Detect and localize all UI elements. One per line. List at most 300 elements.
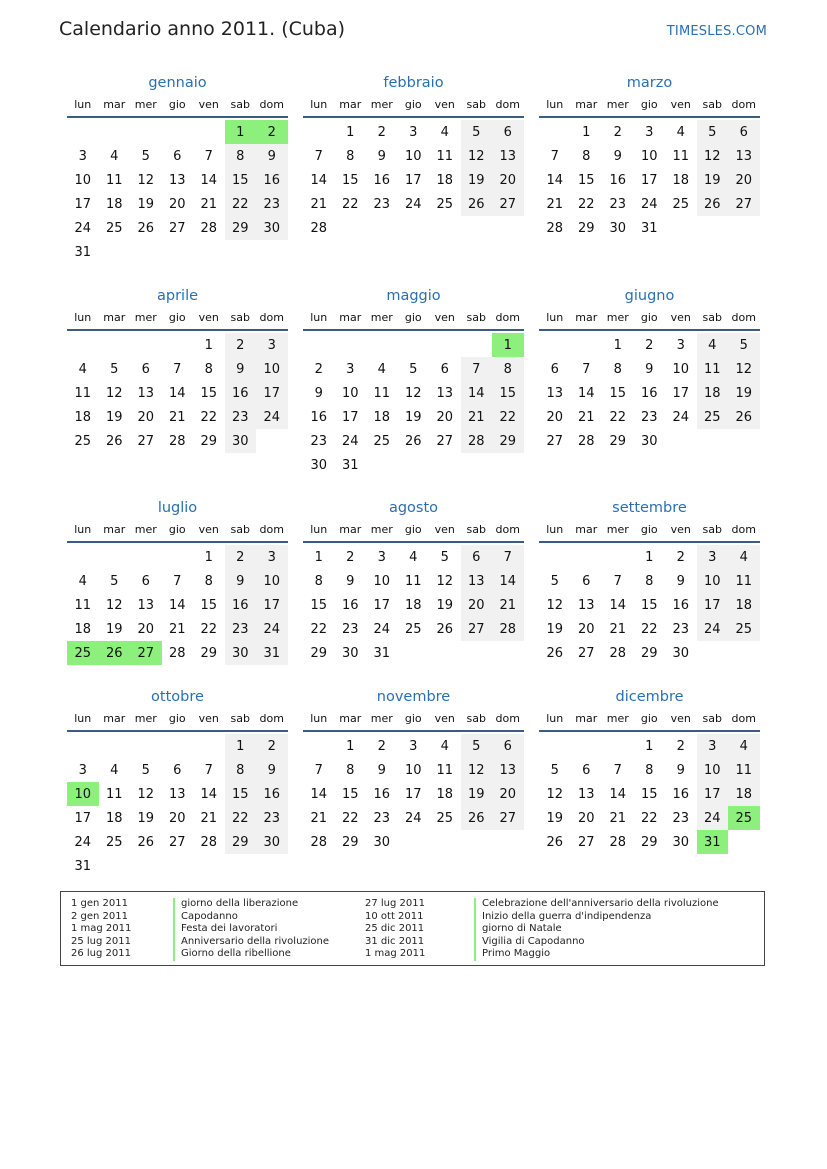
empty-cell [130,734,162,758]
day-cell: 25 [105,220,123,236]
weekday-label: mer [606,311,629,324]
day-cell: 11 [728,758,760,782]
weekday-label: sab [466,311,486,324]
day-cell: 21 [310,810,328,826]
day-cell: 15 [200,597,218,613]
day-cell: 2 [314,361,323,377]
day-cell: 26 [404,433,422,449]
weekday-label: mar [575,712,598,725]
day-cell: 10 [672,361,690,377]
day-cell: 2 [346,549,355,565]
day-cell: 4 [110,762,119,778]
empty-cell [162,120,194,144]
month-maggio [303,285,524,477]
day-cell: 6 [461,545,493,569]
empty-cell [571,734,603,758]
day-cell: 12 [404,385,422,401]
day-cell: 22 [225,806,257,830]
day-cell: 1 [204,337,213,353]
empty-cell [162,545,194,569]
weekday-label: dom [495,98,520,111]
holiday-date: 25 dic 2011 [365,923,425,934]
day-cell: 6 [141,573,150,589]
day-cell: 29 [200,645,218,661]
holiday-day-cell: 25 [728,806,760,830]
day-cell: 17 [404,786,422,802]
day-cell: 25 [728,617,760,641]
day-cell: 31 [74,244,92,260]
day-cell: 13 [577,786,595,802]
month-name: aprile [156,288,199,304]
day-cell: 17 [697,782,729,806]
weekday-label: mer [606,98,629,111]
day-cell: 4 [697,333,729,357]
day-cell: 9 [256,144,288,168]
day-cell: 26 [546,834,564,850]
day-cell: 15 [310,597,328,613]
weekday-label: ven [434,712,455,725]
day-cell: 7 [613,762,622,778]
day-cell: 8 [645,762,654,778]
day-cell: 11 [74,385,92,401]
day-cell: 10 [404,148,422,164]
day-cell: 20 [137,409,155,425]
day-cell: 21 [609,621,627,637]
day-cell: 8 [204,573,213,589]
weekday-label: sab [230,311,250,324]
day-cell: 11 [728,569,760,593]
day-cell: 1 [645,549,654,565]
day-cell: 15 [609,385,627,401]
day-cell: 4 [440,124,449,140]
day-cell: 8 [225,144,257,168]
day-cell: 20 [577,621,595,637]
day-cell: 2 [676,549,685,565]
empty-cell [162,333,194,357]
day-cell: 28 [609,834,627,850]
holiday-name: Giorno della ribellione [173,948,329,961]
day-cell: 26 [461,192,493,216]
day-cell: 27 [461,617,493,641]
weekday-label: mer [370,311,393,324]
day-cell: 13 [546,385,564,401]
weekday-label: lun [310,311,328,324]
weekday-header [67,519,288,543]
empty-cell [398,333,430,357]
weekday-label: mar [339,98,362,111]
day-cell: 26 [728,405,760,429]
day-cell: 19 [436,597,454,613]
day-grid [539,120,760,240]
day-cell: 10 [640,148,658,164]
day-cell: 25 [436,196,454,212]
weekday-header [303,94,524,118]
holiday-date: 26 lug 2011 [71,948,131,959]
day-cell: 4 [78,573,87,589]
day-cell: 5 [461,120,493,144]
day-cell: 20 [577,810,595,826]
day-cell: 15 [577,172,595,188]
weekday-label: mer [370,712,393,725]
day-cell: 22 [310,621,328,637]
day-cell: 2 [225,545,257,569]
site-link[interactable]: TIMESLES.COM [666,24,767,39]
day-cell: 10 [256,569,288,593]
month-giugno [539,285,760,453]
weekday-header [539,708,760,732]
day-cell: 3 [697,734,729,758]
day-cell: 12 [546,597,564,613]
day-cell: 18 [436,786,454,802]
day-cell: 14 [200,786,218,802]
month-luglio [67,497,288,665]
holiday-date: 27 lug 2011 [365,898,425,909]
holiday-dates-column [71,898,131,961]
day-cell: 28 [168,433,186,449]
day-cell: 24 [697,806,729,830]
day-cell: 9 [225,357,257,381]
holiday-date: 1 gen 2011 [71,898,129,909]
day-cell: 28 [461,429,493,453]
day-cell: 3 [256,545,288,569]
month-name: marzo [626,75,673,91]
day-cell: 22 [341,810,359,826]
day-grid [303,333,524,477]
weekday-label: ven [670,523,691,536]
day-cell: 21 [310,196,328,212]
weekday-header [67,94,288,118]
day-cell: 1 [645,738,654,754]
day-cell: 10 [697,569,729,593]
day-cell: 25 [672,196,690,212]
day-cell: 9 [346,573,355,589]
empty-cell [461,333,493,357]
day-cell: 21 [168,621,186,637]
day-cell: 26 [137,220,155,236]
day-cell: 28 [200,220,218,236]
day-cell: 23 [341,621,359,637]
weekday-label: sab [702,712,722,725]
holiday-day-cell: 26 [99,641,131,665]
day-cell: 13 [168,786,186,802]
day-cell: 19 [546,810,564,826]
empty-cell [162,734,194,758]
day-grid [67,120,288,264]
month-agosto [303,497,524,665]
day-cell: 12 [105,385,123,401]
day-cell: 1 [346,124,355,140]
day-cell: 17 [256,593,288,617]
day-cell: 24 [341,433,359,449]
day-cell: 10 [697,758,729,782]
day-cell: 2 [377,738,386,754]
day-cell: 22 [640,810,658,826]
day-cell: 10 [341,385,359,401]
day-cell: 10 [404,762,422,778]
weekday-label: ven [434,311,455,324]
empty-cell [335,333,367,357]
day-cell: 12 [461,758,493,782]
weekday-label: sab [230,523,250,536]
day-cell: 8 [204,361,213,377]
day-cell: 8 [582,148,591,164]
day-cell: 24 [404,196,422,212]
weekday-label: dom [259,523,284,536]
day-cell: 27 [137,433,155,449]
weekday-label: gio [404,523,422,536]
day-cell: 28 [310,220,328,236]
weekday-label: dom [495,712,520,725]
month-name: luglio [157,500,198,516]
day-cell: 25 [373,433,391,449]
day-cell: 11 [697,357,729,381]
month-name: settembre [612,500,687,516]
day-cell: 18 [373,409,391,425]
day-cell: 7 [204,762,213,778]
day-cell: 16 [672,786,690,802]
day-cell: 16 [672,597,690,613]
empty-cell [67,545,99,569]
weekday-header [67,307,288,331]
weekday-label: lun [310,523,328,536]
empty-cell [303,333,335,357]
day-cell: 18 [728,782,760,806]
day-cell: 5 [461,734,493,758]
empty-cell [602,545,634,569]
weekday-label: gio [404,311,422,324]
day-cell: 18 [672,172,690,188]
day-cell: 15 [341,786,359,802]
weekday-label: sab [466,712,486,725]
day-cell: 20 [492,782,524,806]
empty-cell [539,734,571,758]
weekday-label: mar [575,98,598,111]
day-cell: 9 [377,762,386,778]
day-cell: 9 [676,762,685,778]
day-cell: 14 [310,172,328,188]
weekday-label: lun [546,98,564,111]
day-cell: 30 [256,830,288,854]
empty-cell [130,333,162,357]
weekday-label: lun [310,712,328,725]
day-cell: 6 [492,734,524,758]
weekday-label: ven [434,98,455,111]
day-cell: 29 [640,645,658,661]
weekday-label: lun [310,98,328,111]
weekday-label: dom [731,311,756,324]
day-cell: 11 [105,172,123,188]
weekday-label: ven [198,98,219,111]
weekday-label: ven [670,712,691,725]
holiday-name: Capodanno [173,911,329,924]
day-cell: 19 [137,810,155,826]
day-cell: 3 [409,124,418,140]
day-cell: 5 [110,573,119,589]
weekday-label: mer [370,523,393,536]
day-grid [539,333,760,453]
weekday-label: gio [640,523,658,536]
day-cell: 1 [346,738,355,754]
day-cell: 3 [78,148,87,164]
day-cell: 21 [577,409,595,425]
day-cell: 31 [373,645,391,661]
day-cell: 22 [492,405,524,429]
day-cell: 21 [609,810,627,826]
weekday-label: lun [546,523,564,536]
day-cell: 10 [373,573,391,589]
weekday-label: ven [434,523,455,536]
weekday-label: mer [370,98,393,111]
day-cell: 13 [137,597,155,613]
day-cell: 1 [225,734,257,758]
day-cell: 22 [640,621,658,637]
day-cell: 11 [436,148,454,164]
empty-cell [571,545,603,569]
weekday-label: gio [168,523,186,536]
day-cell: 6 [582,573,591,589]
empty-cell [99,120,131,144]
day-cell: 24 [256,617,288,641]
day-cell: 22 [609,409,627,425]
day-cell: 18 [728,593,760,617]
day-cell: 14 [609,786,627,802]
day-cell: 25 [404,621,422,637]
day-cell: 13 [577,597,595,613]
holiday-names-column [474,898,719,961]
day-cell: 26 [137,834,155,850]
day-cell: 6 [141,361,150,377]
holiday-name: Vigilia di Capodanno [474,936,719,949]
day-cell: 7 [314,148,323,164]
weekday-label: mar [339,523,362,536]
empty-cell [602,734,634,758]
day-cell: 7 [550,148,559,164]
weekday-label: dom [731,98,756,111]
day-cell: 11 [74,597,92,613]
holiday-name: Primo Maggio [474,948,719,961]
empty-cell [67,734,99,758]
weekday-label: mar [103,311,126,324]
weekday-label: dom [731,712,756,725]
empty-cell [571,333,603,357]
day-cell: 10 [74,172,92,188]
day-cell: 13 [461,569,493,593]
day-cell: 7 [173,573,182,589]
month-ottobre [67,686,288,878]
day-cell: 14 [310,786,328,802]
day-cell: 21 [546,196,564,212]
day-cell: 24 [404,810,422,826]
month-febbraio [303,72,524,240]
day-cell: 30 [256,216,288,240]
day-cell: 3 [377,549,386,565]
weekday-label: lun [74,98,92,111]
day-cell: 12 [137,786,155,802]
day-cell: 10 [256,357,288,381]
day-cell: 17 [256,381,288,405]
weekday-label: lun [74,712,92,725]
weekday-label: sab [702,311,722,324]
day-cell: 6 [582,762,591,778]
day-cell: 14 [200,172,218,188]
day-grid [303,545,524,665]
holiday-day-cell: 2 [256,120,288,144]
weekday-label: mar [575,311,598,324]
day-cell: 20 [168,810,186,826]
day-cell: 16 [225,381,257,405]
day-cell: 12 [436,573,454,589]
month-gennaio [67,72,288,264]
day-cell: 16 [256,782,288,806]
day-cell: 8 [225,758,257,782]
day-grid [303,120,524,240]
day-cell: 7 [461,357,493,381]
day-cell: 13 [436,385,454,401]
weekday-label: lun [546,712,564,725]
empty-cell [99,545,131,569]
day-cell: 2 [613,124,622,140]
day-cell: 19 [461,168,493,192]
day-cell: 5 [728,333,760,357]
month-name: gennaio [148,75,207,91]
month-name: novembre [376,689,451,705]
empty-cell [130,120,162,144]
weekday-header [303,519,524,543]
holiday-day-cell: 1 [492,333,524,357]
day-cell: 5 [141,762,150,778]
holiday-date: 2 gen 2011 [71,910,129,922]
day-cell: 19 [461,782,493,806]
day-cell: 7 [204,148,213,164]
day-cell: 24 [256,405,288,429]
day-cell: 13 [168,172,186,188]
empty-cell [67,333,99,357]
holiday-date: 10 ott 2011 [365,910,424,922]
day-cell: 7 [613,573,622,589]
day-cell: 17 [341,409,359,425]
day-cell: 29 [225,830,257,854]
day-cell: 19 [728,381,760,405]
day-cell: 8 [314,573,323,589]
day-cell: 18 [74,409,92,425]
weekday-label: sab [702,98,722,111]
day-cell: 19 [697,168,729,192]
weekday-label: mer [134,311,157,324]
day-cell: 29 [225,216,257,240]
month-name: febbraio [383,75,444,91]
day-cell: 26 [105,433,123,449]
weekday-label: dom [259,98,284,111]
day-cell: 4 [377,361,386,377]
day-cell: 28 [492,617,524,641]
day-cell: 22 [200,409,218,425]
day-cell: 12 [697,144,729,168]
day-cell: 22 [341,196,359,212]
day-cell: 2 [256,734,288,758]
weekday-label: gio [168,98,186,111]
day-cell: 18 [436,172,454,188]
day-cell: 14 [168,385,186,401]
day-cell: 29 [492,429,524,453]
weekday-label: mar [103,523,126,536]
day-cell: 24 [672,409,690,425]
day-cell: 6 [173,762,182,778]
day-cell: 15 [492,381,524,405]
day-cell: 25 [697,405,729,429]
day-cell: 13 [137,385,155,401]
empty-cell [539,545,571,569]
day-cell: 23 [640,409,658,425]
